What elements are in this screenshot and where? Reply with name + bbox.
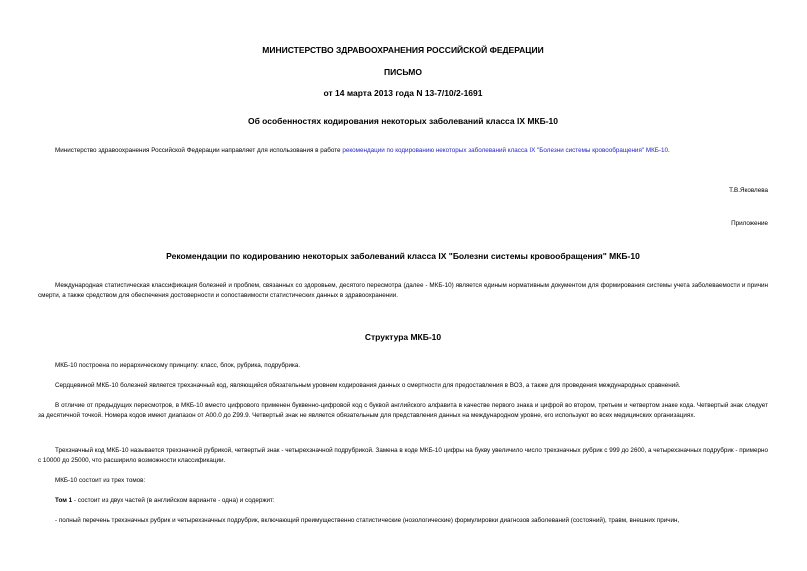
subject-heading: Об особенностях кодирования некоторых заболеваний класса IX МКБ-10	[247, 116, 559, 126]
ministry-heading: МИНИСТЕРСТВО ЗДРАВООХРАНЕНИЯ РОССИЙСКОЙ ФЕДЕРАЦИИ	[262, 45, 544, 55]
signature: Т.В.Яковлева	[729, 187, 768, 194]
paragraph-three-char: Трехзначный код МКБ-10 называется трехзначной рубрикой, четвертый знак - четырехзначной подрубрикой. Замена в коде МКБ-10 цифры на букву увеличило число трехзначных рубрик с 999 до 2600, а четырехзначных подрубрик - примерно с 10000 до 25000, что расширило возможности классификации.	[38, 447, 768, 464]
tom1-label: Том 1	[55, 497, 73, 504]
paragraph-core-code: Сердцевиной МКБ-10 болезней является трехзначный код, являющийся обязательным уровнем кодирования данных о смертности для предоставления в ВОЗ, а также для проведения международных сравнений.	[55, 382, 681, 389]
intro-paragraph	[38, 146, 768, 156]
recommendations-title: Рекомендации по кодированию некоторых заболеваний класса IX "Болезни системы кровообращения" МКБ-10	[166, 251, 640, 261]
doc-date-heading: от 14 марта 2013 года N 13-7/10/2-1691	[323, 88, 483, 98]
appendix-label: Приложение	[731, 220, 768, 227]
tom1-text: - состоит из двух частей (в английском варианте - одна) и содержит:	[72, 497, 275, 504]
tom1-paragraph	[38, 496, 768, 506]
recommendations-link[interactable]: рекомендации по кодированию некоторых заболеваний класса IX "Болезни системы кровообращения" МКБ-10	[342, 147, 668, 154]
structure-title: Структура МКБ-10	[364, 332, 442, 342]
intro-body-paragraph: Международная статистическая классификация болезней и проблем, связанных со здоровьем, десятого пересмотра (далее - МКБ-10) является единым нормативным документом для формирования системы учета заболеваемости и причин смерти, а также средством для обеспечения достоверности и сопоставимости статистических данных в здравоохранении.	[38, 282, 768, 299]
paragraph-alphanumeric: В отличие от предыдущих пересмотров, в МКБ-10 вместо цифрового применен буквенно-цифровой код с буквой английского алфавита в качестве первого знака и цифрой во втором, третьем и четвертом знаке кода. Четвертый знак следует за десятичной точкой. Номера кодов имеют диапазон от A00.0 до Z99.9. Четвертый знак не является обязательным для представления данных на международном уровне, его используют во всех медицинских организациях.	[38, 402, 768, 419]
paragraph-hierarchy: МКБ-10 построена по иерархическому принципу: класс, блок, рубрика, подрубрика.	[55, 362, 301, 369]
paragraph-volumes: МКБ-10 состоит из трех томов:	[55, 477, 146, 484]
doc-type-heading: ПИСЬМО	[384, 67, 422, 77]
intro-text: Министерство здравоохранения Российской Федерации направляет для использования в работе	[55, 147, 343, 154]
intro-text-end: .	[668, 147, 670, 154]
paragraph-list-item: - полный перечень трехзначных рубрик и четырехзначных подрубрик, включающий преимущественно статистические (нозологические) формулировки диагнозов заболеваний (состояний), травм, внешних причин,	[55, 517, 680, 524]
